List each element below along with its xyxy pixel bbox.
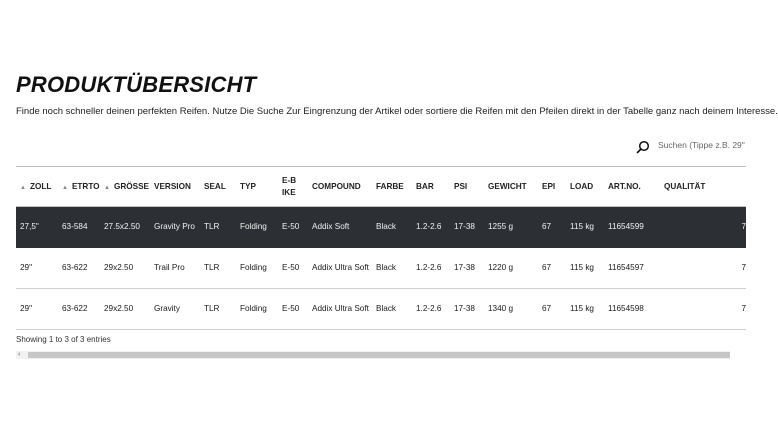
column-header-farbe[interactable]: FARBE [372, 167, 412, 207]
cell-psi: 17-38 [450, 289, 484, 330]
cell-load: 115 kg [566, 248, 604, 289]
cell-typ: Folding [236, 248, 278, 289]
column-header-version[interactable]: VERSION [150, 167, 200, 207]
column-header-load[interactable]: LOAD [566, 167, 604, 207]
cell-gewicht: 1255 g [484, 207, 538, 248]
cell-artno: 11654597 [604, 248, 660, 289]
cell-version: Gravity Pro [150, 207, 200, 248]
cell-farbe: Black [372, 289, 412, 330]
horizontal-scrollbar[interactable] [16, 351, 730, 359]
cell-epi: 67 [538, 289, 566, 330]
column-header-gewicht[interactable]: GEWICHT [484, 167, 538, 207]
cell-typ: Folding [236, 207, 278, 248]
cell-epi: 67 [538, 207, 566, 248]
cell-groesse: 29x2.50 [100, 289, 150, 330]
column-header-artno[interactable]: ART.NO. [604, 167, 660, 207]
cell-gewicht: 1220 g [484, 248, 538, 289]
column-header-epi[interactable]: EPI [538, 167, 566, 207]
cell-zoll: 29" [16, 248, 58, 289]
cell-qualitaet: 7 [660, 248, 746, 289]
cell-gewicht: 1340 g [484, 289, 538, 330]
cell-etrto: 63-622 [58, 289, 100, 330]
cell-zoll: 27,5" [16, 207, 58, 248]
column-header-compound[interactable]: COMPOUND [308, 167, 372, 207]
intro-text: Finde noch schneller deinen perfekten Reifen. Nutze Die Suche Zur Eingrenzung der Artikel oder sortiere die Reifen mit den Pfeilen direkt in der Tabelle ganz nach deinem Interesse. [16, 106, 778, 117]
cell-load: 115 kg [566, 207, 604, 248]
cell-compound: Addix Ultra Soft [308, 248, 372, 289]
cell-farbe: Black [372, 248, 412, 289]
cell-ebike: E-50 [278, 248, 308, 289]
cell-psi: 17-38 [450, 248, 484, 289]
table-row[interactable] [16, 289, 746, 330]
cell-artno: 11654599 [604, 207, 660, 248]
cell-bar: 1.2-2.6 [412, 248, 450, 289]
cell-typ: Folding [236, 289, 278, 330]
table-row[interactable] [16, 207, 746, 248]
cell-epi: 67 [538, 248, 566, 289]
table-info: Showing 1 to 3 of 3 entries [16, 335, 111, 344]
cell-etrto: 63-584 [58, 207, 100, 248]
column-header-qualitaet[interactable]: QUALITÄT [660, 167, 746, 207]
cell-groesse: 29x2.50 [100, 248, 150, 289]
sort-asc-icon: ▲ [20, 185, 26, 191]
cell-zoll: 29" [16, 289, 58, 330]
cell-ebike: E-50 [278, 289, 308, 330]
search-input[interactable] [658, 140, 748, 150]
product-table-container [16, 166, 746, 326]
cell-compound: Addix Soft [308, 207, 372, 248]
column-header-psi[interactable]: PSI [450, 167, 484, 207]
cell-seal: TLR [200, 289, 236, 330]
table-header-row [16, 167, 746, 207]
cell-qualitaet: 7 [660, 207, 746, 248]
cell-bar: 1.2-2.6 [412, 289, 450, 330]
search-icon[interactable] [636, 140, 650, 154]
cell-seal: TLR [200, 248, 236, 289]
sort-icon: ▲ [104, 185, 110, 191]
search-box[interactable] [634, 138, 730, 158]
cell-psi: 17-38 [450, 207, 484, 248]
scrollbar-thumb[interactable] [28, 352, 730, 358]
table-row[interactable] [16, 248, 746, 289]
page-title: PRODUKTÜBERSICHT [16, 72, 257, 97]
column-header-zoll[interactable]: ▲ ZOLL [16, 167, 58, 207]
cell-version: Trail Pro [150, 248, 200, 289]
cell-compound: Addix Ultra Soft [308, 289, 372, 330]
column-header-ebike[interactable]: E-BIKE [278, 167, 308, 207]
chevron-left-icon[interactable]: ‹ [18, 351, 21, 358]
cell-version: Gravity [150, 289, 200, 330]
cell-load: 115 kg [566, 289, 604, 330]
column-header-etrto[interactable]: ▲ ETRTO [58, 167, 100, 207]
cell-seal: TLR [200, 207, 236, 248]
cell-groesse: 27.5x2.50 [100, 207, 150, 248]
product-table [16, 166, 746, 330]
cell-farbe: Black [372, 207, 412, 248]
column-header-groesse[interactable]: ▲ GRÖSSE [100, 167, 150, 207]
cell-bar: 1.2-2.6 [412, 207, 450, 248]
cell-etrto: 63-622 [58, 248, 100, 289]
cell-qualitaet: 7 [660, 289, 746, 330]
sort-icon: ▲ [62, 185, 68, 191]
cell-ebike: E-50 [278, 207, 308, 248]
column-header-bar[interactable]: BAR [412, 167, 450, 207]
cell-artno: 11654598 [604, 289, 660, 330]
column-header-typ[interactable]: TYP [236, 167, 278, 207]
column-header-seal[interactable]: SEAL [200, 167, 236, 207]
